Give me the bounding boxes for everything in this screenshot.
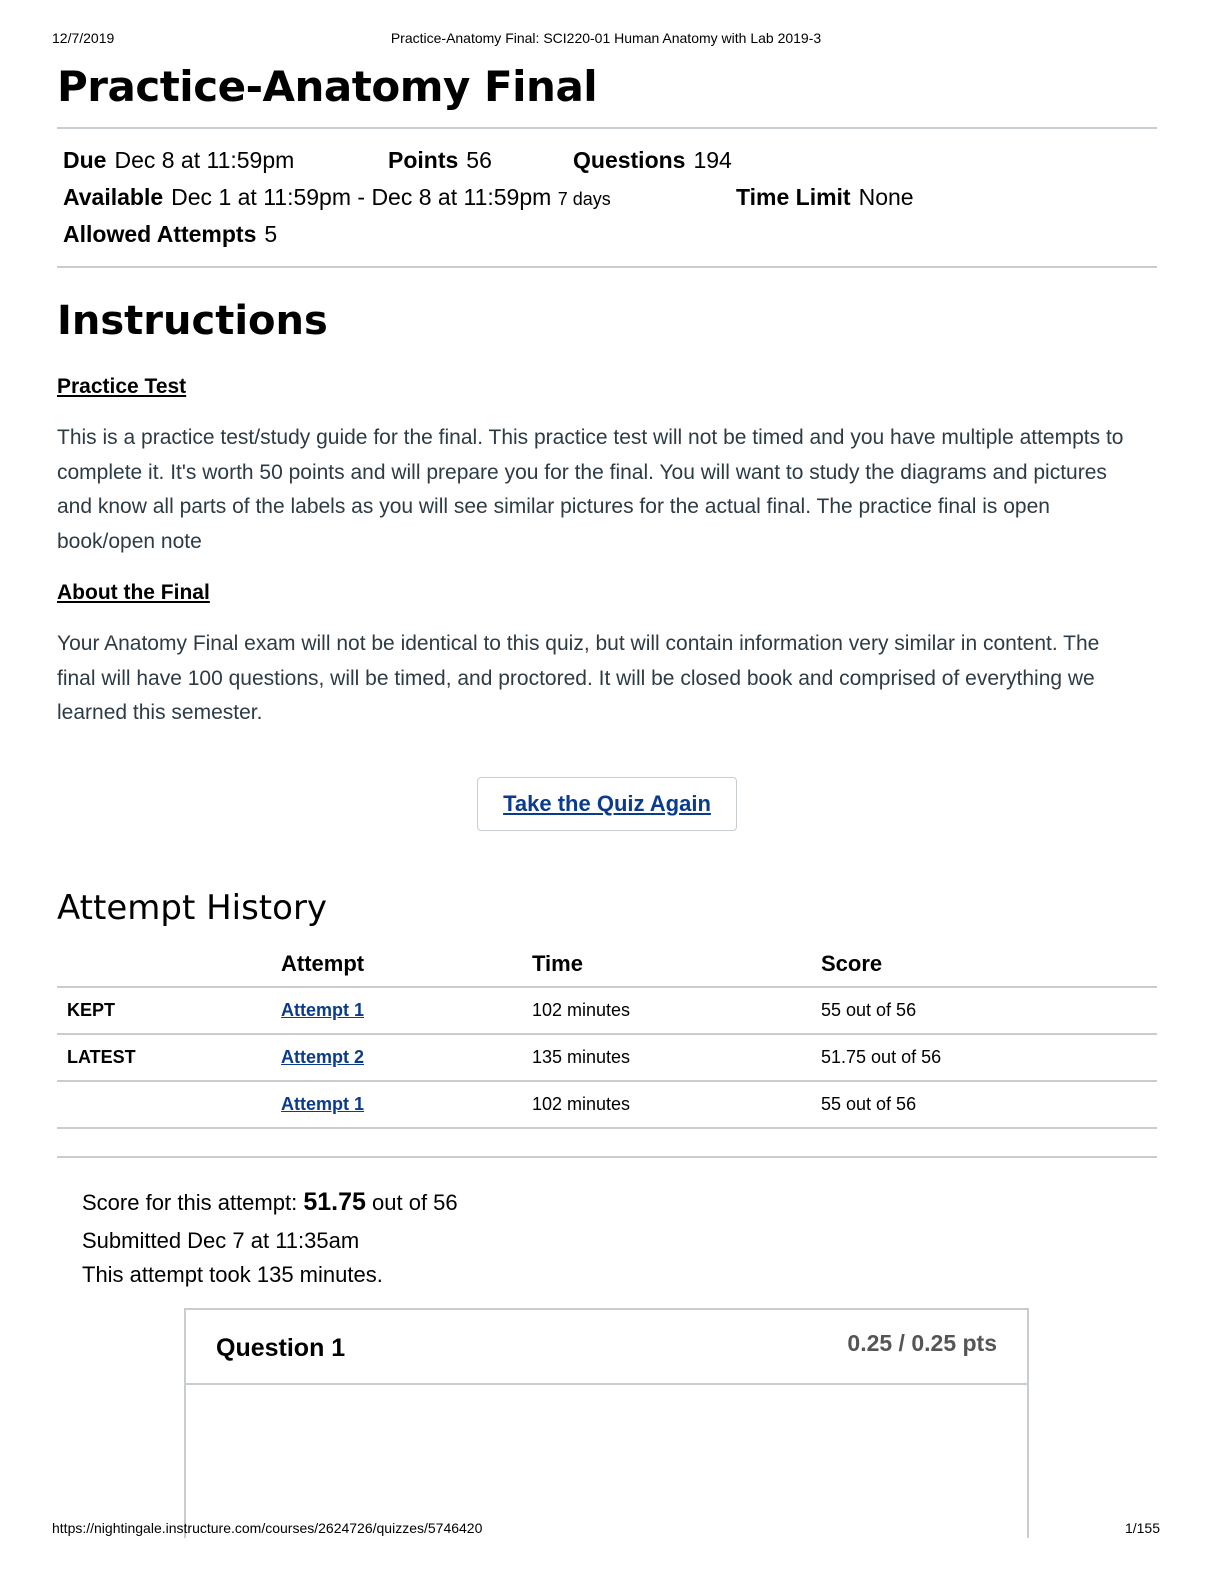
score-cell: 55 out of 56 bbox=[821, 987, 1157, 1034]
score-cell: 51.75 out of 56 bbox=[821, 1034, 1157, 1081]
submitted-text: Submitted Dec 7 at 11:35am bbox=[82, 1228, 360, 1253]
question-header bbox=[186, 1310, 1027, 1385]
divider bbox=[57, 266, 1157, 268]
questions-label: Questions bbox=[573, 147, 686, 173]
print-footer bbox=[52, 1520, 1160, 1540]
print-header bbox=[52, 30, 1160, 50]
divider bbox=[57, 1156, 1157, 1158]
available-value: Dec 1 at 11:59pm - Dec 8 at 11:59pm bbox=[171, 184, 552, 210]
questions-field bbox=[573, 147, 732, 174]
attempt-cell bbox=[281, 1081, 532, 1128]
table-row bbox=[57, 987, 1157, 1034]
print-page-number: 1/155 bbox=[1124, 1520, 1160, 1536]
available-label: Available bbox=[63, 184, 164, 210]
points-value: 56 bbox=[466, 147, 492, 173]
take-quiz-again-button[interactable] bbox=[477, 777, 737, 831]
question-card bbox=[184, 1308, 1029, 1538]
score-suffix: out of 56 bbox=[372, 1190, 458, 1215]
time-cell: 102 minutes bbox=[532, 1081, 821, 1128]
time-limit-field bbox=[736, 184, 914, 211]
time-limit-label: Time Limit bbox=[736, 184, 851, 210]
take-quiz-again-label: Take the Quiz Again bbox=[503, 791, 711, 816]
print-date: 12/7/2019 bbox=[52, 30, 115, 46]
attempt-link[interactable]: Attempt 1 bbox=[281, 1094, 365, 1114]
attempt-link[interactable]: Attempt 1 bbox=[281, 1000, 365, 1020]
question-name: Question 1 bbox=[216, 1334, 346, 1362]
column-header-time: Time bbox=[532, 942, 821, 987]
print-url: https://nightingale.instructure.com/courses/2624726/quizzes/5746420 bbox=[52, 1520, 483, 1536]
about-final-heading: About the Final bbox=[57, 581, 210, 604]
attempt-history-heading: Attempt History bbox=[57, 888, 328, 928]
points-field bbox=[388, 147, 492, 174]
time-cell: 135 minutes bbox=[532, 1034, 821, 1081]
score-cell: 55 out of 56 bbox=[821, 1081, 1157, 1128]
attempt-cell bbox=[281, 987, 532, 1034]
time-limit-value: None bbox=[858, 184, 914, 210]
score-prefix: Score for this attempt: bbox=[82, 1190, 298, 1215]
attempt-history-table bbox=[57, 942, 1157, 1129]
column-header-attempt: Attempt bbox=[281, 942, 532, 987]
row-tag: KEPT bbox=[57, 987, 281, 1034]
about-final-text: Your Anatomy Final exam will not be identical to this quiz, but will contain information very similar in content. The final will have 100 questions, will be timed, and proctored. It will be closed book and comprised of everything we learned this semester. bbox=[57, 632, 1100, 724]
questions-value: 194 bbox=[693, 147, 732, 173]
practice-test-text: This is a practice test/study guide for the final. This practice test will not be timed and you have multiple attempts to complete it. It's worth 50 points and will prepare you for the final. You will want to study the diagrams and pictures and know all parts of the labels as you will see similar pictures for the actual final. The practice final is open book/open note bbox=[57, 426, 1124, 553]
time-cell: 102 minutes bbox=[532, 987, 821, 1034]
score-value: 51.75 bbox=[303, 1188, 366, 1216]
page-title: Practice-Anatomy Final bbox=[57, 62, 598, 111]
row-tag: LATEST bbox=[57, 1034, 281, 1081]
attempt-cell bbox=[281, 1034, 532, 1081]
attempt-duration-text: This attempt took 135 minutes. bbox=[82, 1262, 383, 1287]
allowed-attempts-field bbox=[63, 221, 277, 248]
question-points: 0.25 / 0.25 pts bbox=[847, 1330, 997, 1356]
divider bbox=[57, 127, 1157, 129]
table-row bbox=[57, 1034, 1157, 1081]
print-document-title: Practice-Anatomy Final: SCI220-01 Human Anatomy with Lab 2019-3 bbox=[390, 30, 822, 46]
available-field bbox=[63, 184, 611, 211]
table-row bbox=[57, 1081, 1157, 1128]
due-value: Dec 8 at 11:59pm bbox=[114, 147, 295, 173]
instructions-heading: Instructions bbox=[57, 298, 328, 344]
table-header-row bbox=[57, 942, 1157, 987]
practice-test-heading: Practice Test bbox=[57, 375, 187, 398]
row-tag bbox=[57, 1081, 281, 1128]
allowed-attempts-value: 5 bbox=[264, 221, 278, 247]
due-field bbox=[63, 147, 294, 173]
points-label: Points bbox=[388, 147, 459, 173]
due-label: Due bbox=[63, 147, 107, 173]
available-duration: 7 days bbox=[557, 189, 611, 209]
column-header-tag bbox=[57, 942, 281, 987]
attempt-score bbox=[82, 1188, 458, 1217]
quiz-meta-row-1 bbox=[63, 147, 294, 174]
column-header-score: Score bbox=[821, 942, 1157, 987]
allowed-attempts-label: Allowed Attempts bbox=[63, 221, 257, 247]
attempt-link[interactable]: Attempt 2 bbox=[281, 1047, 365, 1067]
